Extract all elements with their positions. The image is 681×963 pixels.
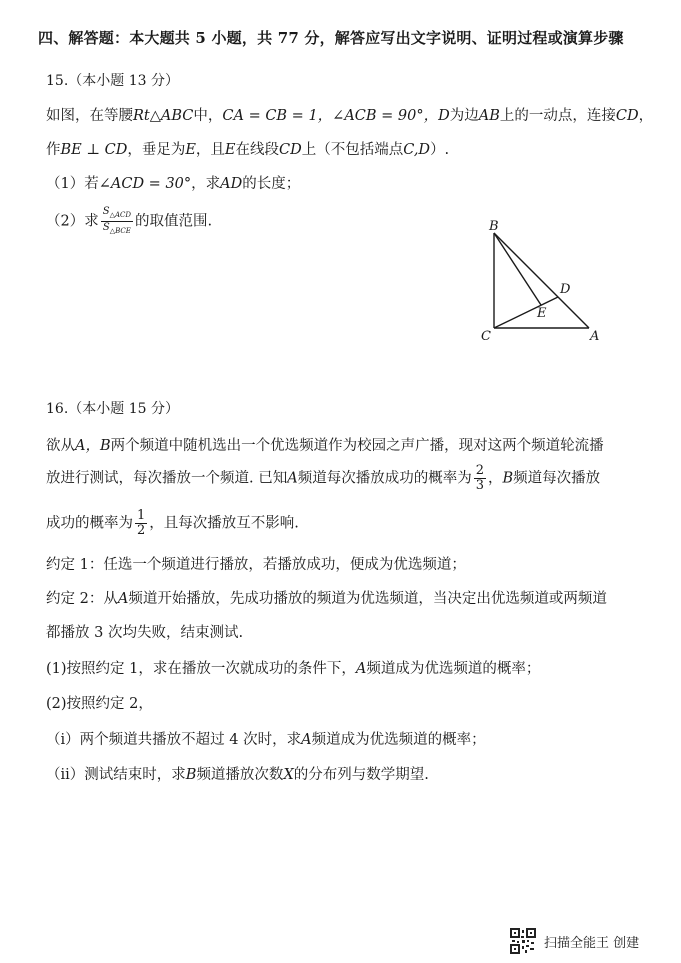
q16-rule-2: 约定 2：从A频道开始播放，先成功播放的频道为优选频道，当决定出优选频道或两频道 [46,591,607,607]
label-a: A [590,329,600,344]
label-e: E [537,306,547,321]
segment-be [494,233,541,305]
triangle-figure [470,218,610,348]
q16-sub-2-i: （i）两个频道共播放不超过 4 次时，求A频道成为优选频道的概率； [46,732,486,748]
q16-sub-2-ii: （ii）测试结束时，求B频道播放次数X的分布列与数学期望. [46,767,429,783]
q16-para-2: 放进行测试，每次播放一个频道. 已知A频道每次播放成功的概率为 $\frac{2}{3}$ ，B频道每次播放 [46,463,601,493]
segment-cd [494,297,558,328]
q15-line-1: 如图，在等腰Rt△ABC中，CA = CB = 1，∠ACB = 90°，D为边AB上的一动点，连接CD， [46,108,654,124]
q15-header: 15.（本小题 13 分） [46,73,179,89]
q16-header: 16.（本小题 15 分） [46,401,179,417]
qr-code-icon [510,928,536,954]
q16-para-1: 欲从A，B两个频道中随机选出一个优选频道作为校园之声广播，现对这两个频道轮流播 [46,438,604,454]
q16-sub-2: (2)按照约定 2， [46,696,153,712]
q15-part-1: （1）若∠ACD = 30°，求AD的长度； [46,176,301,192]
q15-line-2: 作BE ⊥ CD，垂足为E，且E在线段CD上（不包括端点C,D）. [46,142,450,158]
q16-para-3: 成功的概率为 $\frac{1}{2}$ ，且每次播放互不影响. [46,508,299,538]
label-c: C [481,329,491,344]
watermark-text: 扫描全能王 创建 [544,936,640,951]
label-d: D [560,282,571,297]
prob-a-fraction: $\frac{2}{3}$ [475,463,484,493]
section-title: 四、解答题：本大题共 5 小题，共 77 分，解答应写出文字说明、证明过程或演算步骤 [38,29,624,47]
scanner-watermark [510,928,670,956]
prob-b-fraction: $\frac{1}{2}$ [137,508,146,538]
q16-rule-2-cont: 都播放 3 次均失败，结束测试. [46,625,244,641]
q16-rule-1: 约定 1：任选一个频道进行播放，若播放成功，便成为优选频道； [46,557,466,573]
label-b: B [489,219,499,234]
q15-part-2: （2）求 $\frac{S_{\triangle ACD}}{S_{\triangle BCE}}$ 的取值范围. [46,206,213,235]
q16-sub-1: (1)按照约定 1，求在播放一次就成功的条件下，A频道成为优选频道的概率； [46,661,541,677]
area-ratio-fraction: $\frac{S_{\triangle ACD}}{S_{\triangle BCE}}$ [102,206,132,235]
